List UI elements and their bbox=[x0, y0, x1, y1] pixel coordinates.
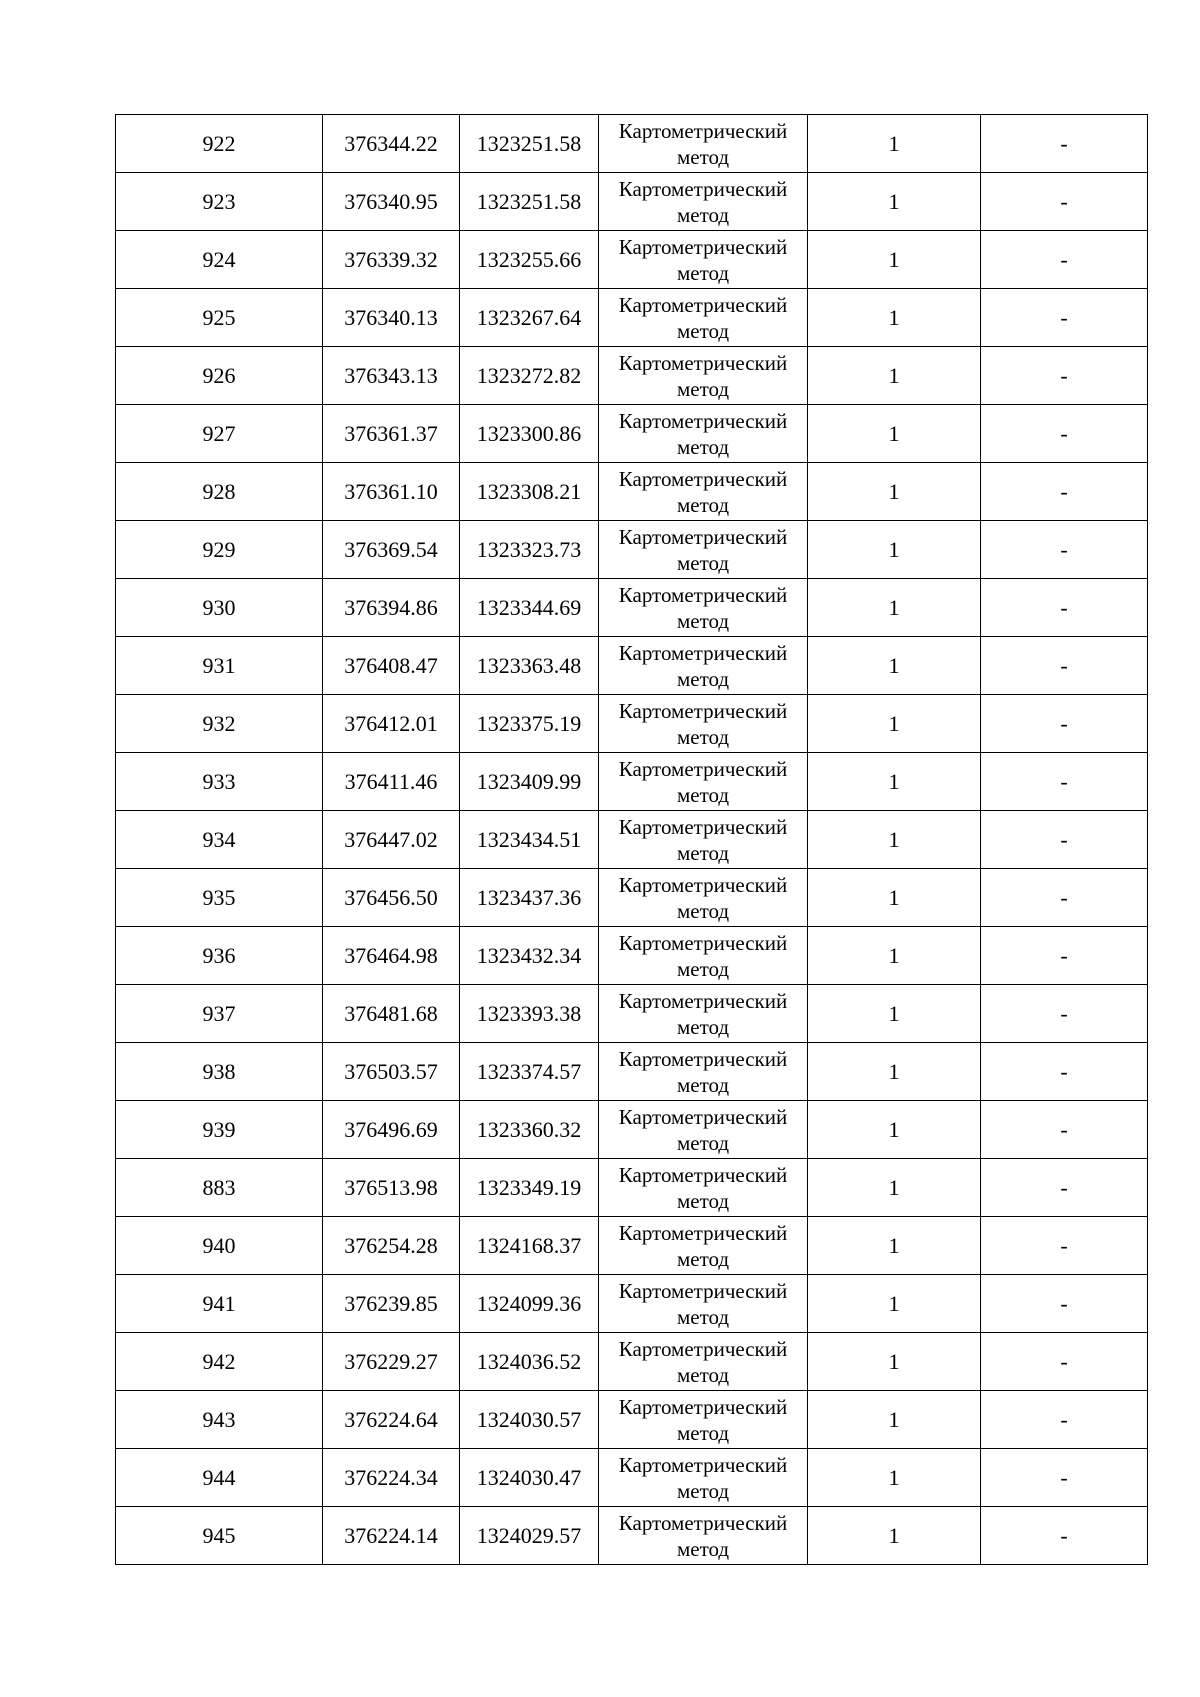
y-coordinate-cell: 1323251.58 bbox=[460, 173, 599, 231]
description-cell: - bbox=[981, 811, 1148, 869]
accuracy-cell: 1 bbox=[808, 927, 981, 985]
description-cell: - bbox=[981, 753, 1148, 811]
accuracy-cell: 1 bbox=[808, 521, 981, 579]
method-cell: Картометрический метод bbox=[599, 463, 808, 521]
method-cell: Картометрический метод bbox=[599, 347, 808, 405]
description-cell: - bbox=[981, 347, 1148, 405]
point-number-cell: 935 bbox=[116, 869, 323, 927]
description-cell: - bbox=[981, 1449, 1148, 1507]
method-cell: Картометрический метод bbox=[599, 1101, 808, 1159]
y-coordinate-cell: 1323344.69 bbox=[460, 579, 599, 637]
x-coordinate-cell: 376447.02 bbox=[323, 811, 460, 869]
x-coordinate-cell: 376344.22 bbox=[323, 115, 460, 173]
point-number-cell: 938 bbox=[116, 1043, 323, 1101]
description-cell: - bbox=[981, 1275, 1148, 1333]
y-coordinate-cell: 1323374.57 bbox=[460, 1043, 599, 1101]
method-cell: Картометрический метод bbox=[599, 521, 808, 579]
accuracy-cell: 1 bbox=[808, 173, 981, 231]
method-cell: Картометрический метод bbox=[599, 173, 808, 231]
method-cell: Картометрический метод bbox=[599, 1159, 808, 1217]
accuracy-cell: 1 bbox=[808, 1333, 981, 1391]
y-coordinate-cell: 1323255.66 bbox=[460, 231, 599, 289]
description-cell: - bbox=[981, 1159, 1148, 1217]
point-number-cell: 932 bbox=[116, 695, 323, 753]
description-cell: - bbox=[981, 1333, 1148, 1391]
accuracy-cell: 1 bbox=[808, 1101, 981, 1159]
table-row bbox=[116, 1391, 1148, 1449]
x-coordinate-cell: 376224.14 bbox=[323, 1507, 460, 1565]
table-row bbox=[116, 927, 1148, 985]
table-row bbox=[116, 1275, 1148, 1333]
description-cell: - bbox=[981, 927, 1148, 985]
table-row bbox=[116, 463, 1148, 521]
table-row bbox=[116, 637, 1148, 695]
method-cell: Картометрический метод bbox=[599, 1449, 808, 1507]
y-coordinate-cell: 1324030.57 bbox=[460, 1391, 599, 1449]
method-cell: Картометрический метод bbox=[599, 811, 808, 869]
table-row bbox=[116, 869, 1148, 927]
point-number-cell: 927 bbox=[116, 405, 323, 463]
x-coordinate-cell: 376496.69 bbox=[323, 1101, 460, 1159]
description-cell: - bbox=[981, 1101, 1148, 1159]
x-coordinate-cell: 376411.46 bbox=[323, 753, 460, 811]
accuracy-cell: 1 bbox=[808, 115, 981, 173]
x-coordinate-cell: 376513.98 bbox=[323, 1159, 460, 1217]
table-row bbox=[116, 173, 1148, 231]
accuracy-cell: 1 bbox=[808, 985, 981, 1043]
description-cell: - bbox=[981, 637, 1148, 695]
y-coordinate-cell: 1324030.47 bbox=[460, 1449, 599, 1507]
x-coordinate-cell: 376464.98 bbox=[323, 927, 460, 985]
point-number-cell: 930 bbox=[116, 579, 323, 637]
accuracy-cell: 1 bbox=[808, 811, 981, 869]
x-coordinate-cell: 376340.95 bbox=[323, 173, 460, 231]
method-cell: Картометрический метод bbox=[599, 1043, 808, 1101]
accuracy-cell: 1 bbox=[808, 579, 981, 637]
table-row bbox=[116, 1159, 1148, 1217]
accuracy-cell: 1 bbox=[808, 869, 981, 927]
x-coordinate-cell: 376340.13 bbox=[323, 289, 460, 347]
accuracy-cell: 1 bbox=[808, 1391, 981, 1449]
accuracy-cell: 1 bbox=[808, 405, 981, 463]
description-cell: - bbox=[981, 173, 1148, 231]
x-coordinate-cell: 376254.28 bbox=[323, 1217, 460, 1275]
point-number-cell: 937 bbox=[116, 985, 323, 1043]
x-coordinate-cell: 376456.50 bbox=[323, 869, 460, 927]
y-coordinate-cell: 1323272.82 bbox=[460, 347, 599, 405]
x-coordinate-cell: 376339.32 bbox=[323, 231, 460, 289]
method-cell: Картометрический метод bbox=[599, 695, 808, 753]
method-cell: Картометрический метод bbox=[599, 1275, 808, 1333]
method-cell: Картометрический метод bbox=[599, 405, 808, 463]
y-coordinate-cell: 1324029.57 bbox=[460, 1507, 599, 1565]
x-coordinate-cell: 376361.10 bbox=[323, 463, 460, 521]
point-number-cell: 934 bbox=[116, 811, 323, 869]
accuracy-cell: 1 bbox=[808, 1275, 981, 1333]
description-cell: - bbox=[981, 1217, 1148, 1275]
method-cell: Картометрический метод bbox=[599, 1333, 808, 1391]
method-cell: Картометрический метод bbox=[599, 869, 808, 927]
description-cell: - bbox=[981, 463, 1148, 521]
table-row bbox=[116, 115, 1148, 173]
point-number-cell: 929 bbox=[116, 521, 323, 579]
x-coordinate-cell: 376394.86 bbox=[323, 579, 460, 637]
x-coordinate-cell: 376224.64 bbox=[323, 1391, 460, 1449]
accuracy-cell: 1 bbox=[808, 463, 981, 521]
coordinates-table-body bbox=[116, 115, 1148, 1565]
method-cell: Картометрический метод bbox=[599, 927, 808, 985]
point-number-cell: 922 bbox=[116, 115, 323, 173]
point-number-cell: 926 bbox=[116, 347, 323, 405]
description-cell: - bbox=[981, 1043, 1148, 1101]
method-cell: Картометрический метод bbox=[599, 985, 808, 1043]
y-coordinate-cell: 1323432.34 bbox=[460, 927, 599, 985]
point-number-cell: 928 bbox=[116, 463, 323, 521]
description-cell: - bbox=[981, 985, 1148, 1043]
description-cell: - bbox=[981, 289, 1148, 347]
table-row bbox=[116, 521, 1148, 579]
method-cell: Картометрический метод bbox=[599, 637, 808, 695]
table-row bbox=[116, 695, 1148, 753]
method-cell: Картометрический метод bbox=[599, 1391, 808, 1449]
point-number-cell: 931 bbox=[116, 637, 323, 695]
description-cell: - bbox=[981, 1391, 1148, 1449]
y-coordinate-cell: 1323323.73 bbox=[460, 521, 599, 579]
description-cell: - bbox=[981, 695, 1148, 753]
method-cell: Картометрический метод bbox=[599, 579, 808, 637]
point-number-cell: 883 bbox=[116, 1159, 323, 1217]
description-cell: - bbox=[981, 579, 1148, 637]
accuracy-cell: 1 bbox=[808, 695, 981, 753]
accuracy-cell: 1 bbox=[808, 637, 981, 695]
x-coordinate-cell: 376229.27 bbox=[323, 1333, 460, 1391]
point-number-cell: 939 bbox=[116, 1101, 323, 1159]
point-number-cell: 943 bbox=[116, 1391, 323, 1449]
description-cell: - bbox=[981, 521, 1148, 579]
accuracy-cell: 1 bbox=[808, 753, 981, 811]
table-row bbox=[116, 1449, 1148, 1507]
method-cell: Картометрический метод bbox=[599, 753, 808, 811]
x-coordinate-cell: 376361.37 bbox=[323, 405, 460, 463]
accuracy-cell: 1 bbox=[808, 231, 981, 289]
accuracy-cell: 1 bbox=[808, 1159, 981, 1217]
coordinates-table bbox=[115, 114, 1148, 1565]
point-number-cell: 944 bbox=[116, 1449, 323, 1507]
method-cell: Картометрический метод bbox=[599, 289, 808, 347]
accuracy-cell: 1 bbox=[808, 289, 981, 347]
point-number-cell: 942 bbox=[116, 1333, 323, 1391]
description-cell: - bbox=[981, 869, 1148, 927]
y-coordinate-cell: 1323393.38 bbox=[460, 985, 599, 1043]
description-cell: - bbox=[981, 405, 1148, 463]
table-row bbox=[116, 579, 1148, 637]
table-row bbox=[116, 1507, 1148, 1565]
y-coordinate-cell: 1324036.52 bbox=[460, 1333, 599, 1391]
table-row bbox=[116, 811, 1148, 869]
y-coordinate-cell: 1323363.48 bbox=[460, 637, 599, 695]
description-cell: - bbox=[981, 115, 1148, 173]
y-coordinate-cell: 1324168.37 bbox=[460, 1217, 599, 1275]
description-cell: - bbox=[981, 231, 1148, 289]
point-number-cell: 925 bbox=[116, 289, 323, 347]
accuracy-cell: 1 bbox=[808, 1217, 981, 1275]
description-cell: - bbox=[981, 1507, 1148, 1565]
x-coordinate-cell: 376412.01 bbox=[323, 695, 460, 753]
y-coordinate-cell: 1324099.36 bbox=[460, 1275, 599, 1333]
table-row bbox=[116, 289, 1148, 347]
x-coordinate-cell: 376343.13 bbox=[323, 347, 460, 405]
point-number-cell: 924 bbox=[116, 231, 323, 289]
y-coordinate-cell: 1323349.19 bbox=[460, 1159, 599, 1217]
x-coordinate-cell: 376369.54 bbox=[323, 521, 460, 579]
point-number-cell: 923 bbox=[116, 173, 323, 231]
table-row bbox=[116, 985, 1148, 1043]
y-coordinate-cell: 1323437.36 bbox=[460, 869, 599, 927]
point-number-cell: 945 bbox=[116, 1507, 323, 1565]
accuracy-cell: 1 bbox=[808, 1449, 981, 1507]
accuracy-cell: 1 bbox=[808, 1043, 981, 1101]
method-cell: Картометрический метод bbox=[599, 115, 808, 173]
y-coordinate-cell: 1323308.21 bbox=[460, 463, 599, 521]
accuracy-cell: 1 bbox=[808, 1507, 981, 1565]
x-coordinate-cell: 376481.68 bbox=[323, 985, 460, 1043]
x-coordinate-cell: 376224.34 bbox=[323, 1449, 460, 1507]
x-coordinate-cell: 376503.57 bbox=[323, 1043, 460, 1101]
y-coordinate-cell: 1323360.32 bbox=[460, 1101, 599, 1159]
y-coordinate-cell: 1323434.51 bbox=[460, 811, 599, 869]
table-row bbox=[116, 1333, 1148, 1391]
point-number-cell: 933 bbox=[116, 753, 323, 811]
method-cell: Картометрический метод bbox=[599, 231, 808, 289]
x-coordinate-cell: 376408.47 bbox=[323, 637, 460, 695]
table-row bbox=[116, 347, 1148, 405]
table-row bbox=[116, 753, 1148, 811]
y-coordinate-cell: 1323300.86 bbox=[460, 405, 599, 463]
x-coordinate-cell: 376239.85 bbox=[323, 1275, 460, 1333]
method-cell: Картометрический метод bbox=[599, 1507, 808, 1565]
table-row bbox=[116, 231, 1148, 289]
y-coordinate-cell: 1323375.19 bbox=[460, 695, 599, 753]
point-number-cell: 941 bbox=[116, 1275, 323, 1333]
y-coordinate-cell: 1323409.99 bbox=[460, 753, 599, 811]
table-row bbox=[116, 1043, 1148, 1101]
y-coordinate-cell: 1323267.64 bbox=[460, 289, 599, 347]
accuracy-cell: 1 bbox=[808, 347, 981, 405]
point-number-cell: 940 bbox=[116, 1217, 323, 1275]
point-number-cell: 936 bbox=[116, 927, 323, 985]
table-row bbox=[116, 405, 1148, 463]
y-coordinate-cell: 1323251.58 bbox=[460, 115, 599, 173]
table-row bbox=[116, 1217, 1148, 1275]
method-cell: Картометрический метод bbox=[599, 1217, 808, 1275]
table-row bbox=[116, 1101, 1148, 1159]
